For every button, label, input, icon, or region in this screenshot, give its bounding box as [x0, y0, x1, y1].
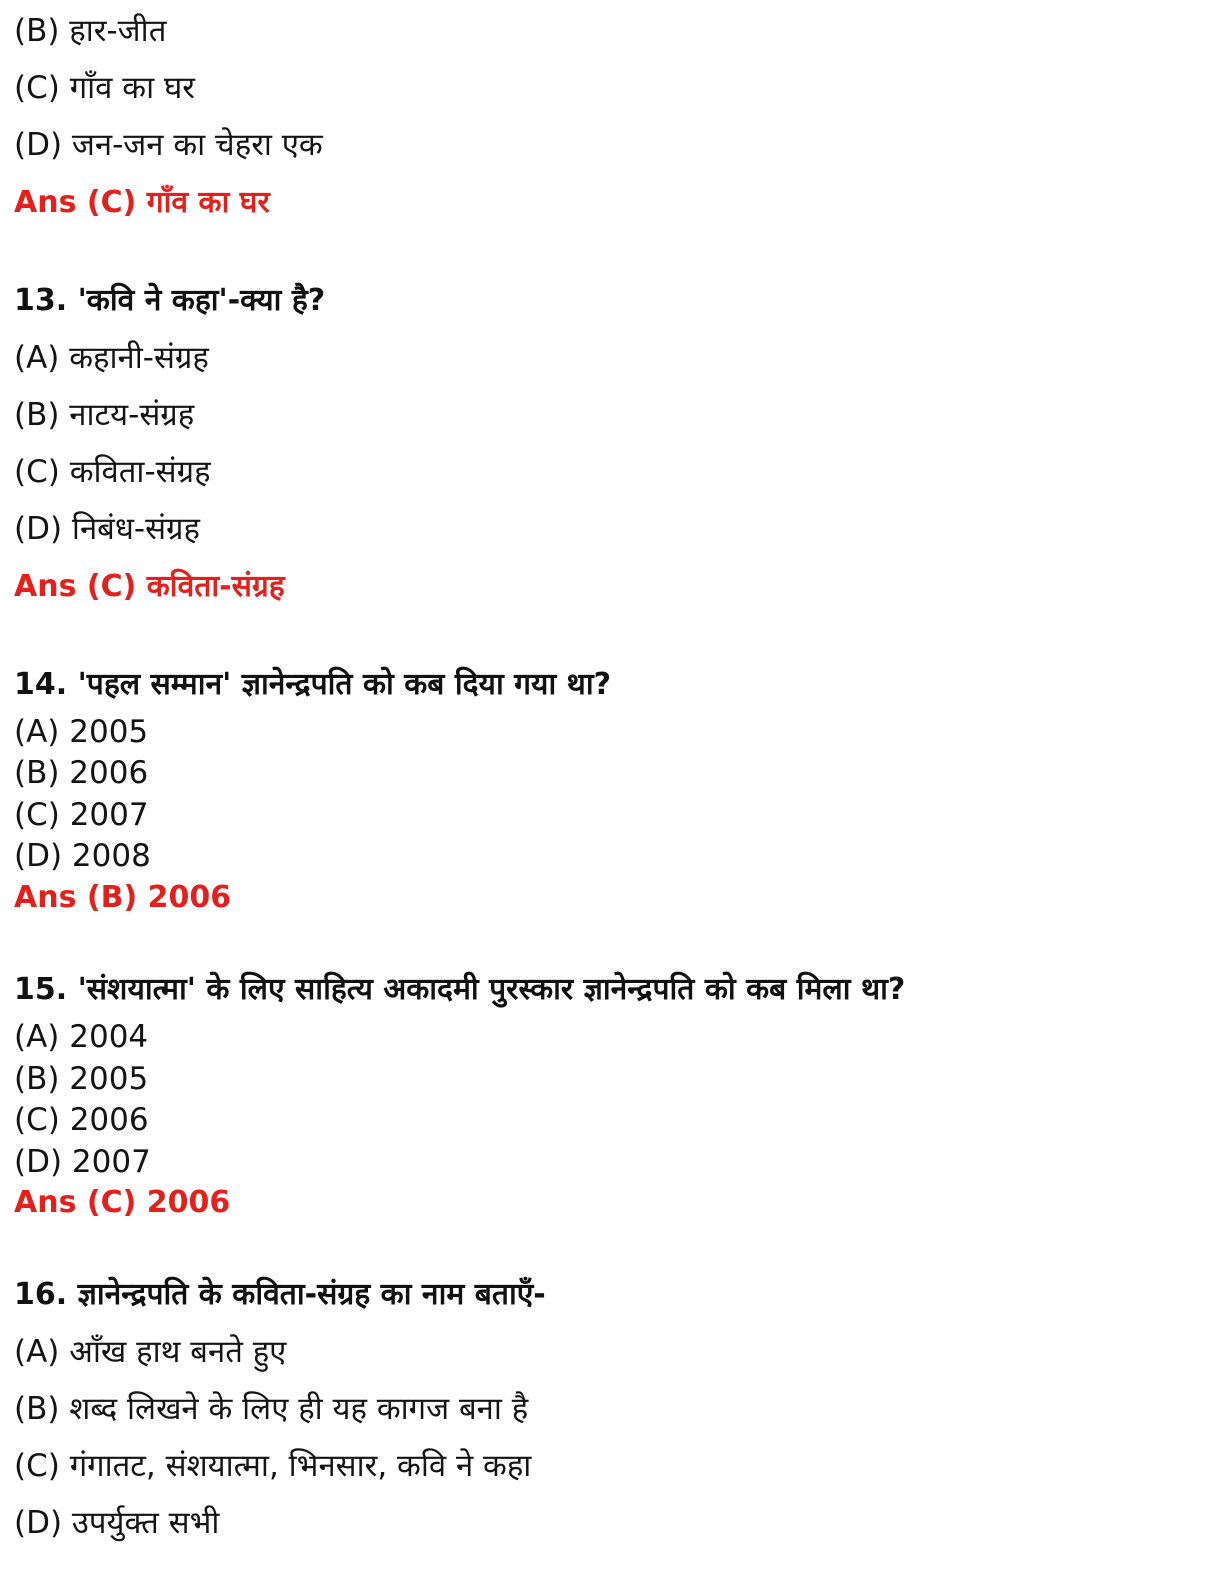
- q13-option-a: (A) कहानी-संग्रह: [14, 340, 209, 376]
- q16-option-a: (A) आँख हाथ बनते हुए: [14, 1334, 287, 1370]
- q13-question: 13. 'कवि ने कहा'-क्या है?: [14, 283, 326, 318]
- q15-option-b: (B) 2005: [14, 1061, 149, 1097]
- q16-option-b: (B) शब्द लिखने के लिए ही यह कागज बना है: [14, 1391, 529, 1427]
- q15-option-d: (D) 2007: [14, 1144, 151, 1180]
- q14-option-a: (A) 2005: [14, 714, 149, 750]
- q14-question: 14. 'पहल सम्मान' ज्ञानेन्द्रपति को कब दिया गया था?: [14, 667, 612, 702]
- q12-option-c: (C) गाँव का घर: [14, 70, 195, 106]
- q13-option-d: (D) निबंध-संग्रह: [14, 511, 200, 547]
- q14-answer: Ans (B) 2006: [14, 880, 232, 915]
- q13-option-c: (C) कविता-संग्रह: [14, 454, 211, 490]
- q15-question: 15. 'संशयात्मा' के लिए साहित्य अकादमी पुरस्कार ज्ञानेन्द्रपति को कब मिला था?: [14, 972, 906, 1007]
- q13-answer: Ans (C) कविता-संग्रह: [14, 569, 285, 604]
- q16-option-c: (C) गंगातट, संशयात्मा, भिनसार, कवि ने कहा: [14, 1448, 532, 1484]
- q13-option-b: (B) नाटय-संग्रह: [14, 397, 195, 433]
- q14-option-c: (C) 2007: [14, 797, 149, 833]
- q14-option-b: (B) 2006: [14, 755, 149, 791]
- q15-answer: Ans (C) 2006: [14, 1185, 231, 1220]
- q12-option-b: (B) हार-जीत: [14, 13, 167, 49]
- q12-option-d: (D) जन-जन का चेहरा एक: [14, 127, 323, 163]
- q12-answer: Ans (C) गाँव का घर: [14, 185, 270, 220]
- q16-question: 16. ज्ञानेन्द्रपति के कविता-संग्रह का नाम बताएँ-: [14, 1277, 546, 1312]
- q16-option-d: (D) उपर्युक्त सभी: [14, 1505, 220, 1541]
- q15-option-c: (C) 2006: [14, 1102, 149, 1138]
- q15-option-a: (A) 2004: [14, 1019, 149, 1055]
- q14-option-d: (D) 2008: [14, 838, 151, 874]
